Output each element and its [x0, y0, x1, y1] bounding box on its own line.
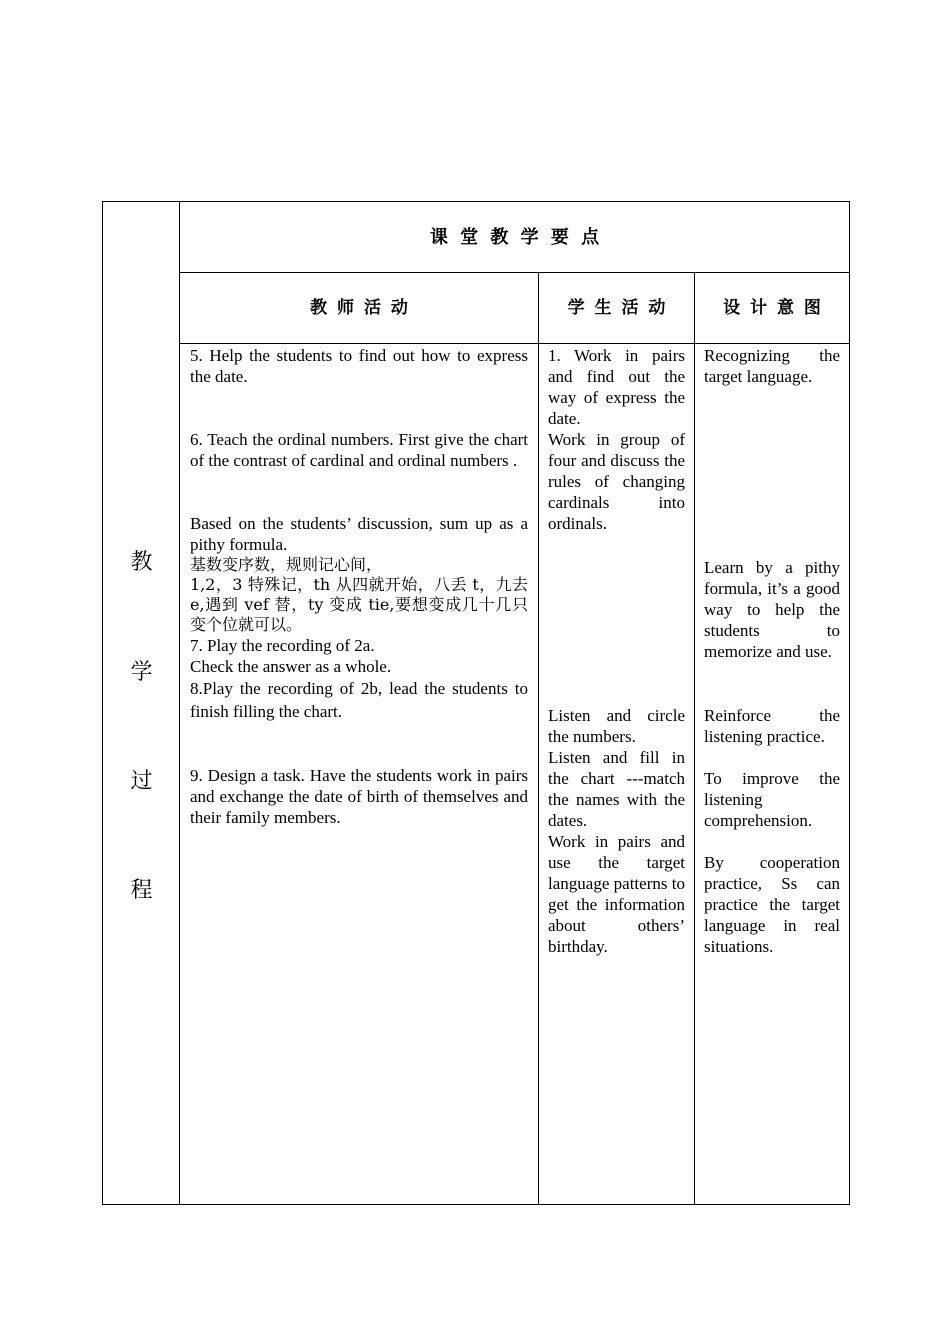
student-activities	[548, 345, 685, 534]
col-header-student-text: 学 生 活 动	[567, 297, 666, 318]
teacher-formula-line2: 1,2，3 特殊记，th 从四就开始，八丢 t，九去 e,遇到 vef 替，ty 变成 tie,要想变成几十几只变个位就可以。	[190, 575, 528, 634]
teacher-step-8: 8.Play the recording of 2b, lead the students to finish filling the chart.	[190, 679, 528, 721]
teacher-formula-intro: Based on the students’ discussion, sum up as a pithy formula.	[190, 514, 528, 554]
teacher-formula-line1: 基数变序数，规则记心间，	[190, 555, 383, 574]
student-activity-2: Work in group of four and discuss the rules of changing cardinals into ordinals.	[548, 430, 685, 533]
side-label	[103, 202, 180, 1204]
col-header-design-text: 设 计 意 图	[723, 297, 821, 318]
teacher-step-6: 6. Teach the ordinal numbers. First give the chart of the contrast of cardinal and ordinal numbers .	[190, 430, 528, 470]
student-activities-listening	[548, 705, 685, 957]
design-intent-listening	[704, 705, 840, 957]
lesson-plan-table	[102, 201, 850, 1205]
divider-col-headers	[180, 343, 849, 344]
side-label-char: 程	[130, 878, 153, 903]
side-label-char: 学	[130, 660, 153, 685]
divider-teacher-student	[538, 272, 539, 1204]
teacher-activities	[190, 345, 528, 828]
student-activity-1: 1. Work in pairs and find out the way of express the date.	[548, 346, 685, 428]
col-header-teacher-text: 教 师 活 动	[310, 297, 408, 318]
design-intent-5: By cooperation practice, Ss can practice the target language in real situations.	[704, 853, 840, 956]
teacher-step-7-check: Check the answer as a whole.	[190, 657, 392, 676]
teacher-step-7: 7. Play the recording of 2a.	[190, 636, 375, 655]
divider-student-design	[694, 272, 695, 1204]
design-intent-3: Reinforce the listening practice.	[704, 706, 840, 746]
student-activity-4: Listen and fill in the chart ---match the names with the dates.	[548, 748, 685, 830]
student-activity-3: Listen and circle the numbers.	[548, 706, 685, 746]
design-intent-1: Recognizing the target language.	[704, 346, 840, 386]
teacher-step-5: 5. Help the students to find out how to express the date.	[190, 346, 528, 386]
side-label-char: 过	[130, 769, 153, 794]
student-activity-5: Work in pairs and use the target language patterns to get the information about others’ birthday.	[548, 832, 685, 956]
design-intent-4: To improve the listening comprehension.	[704, 769, 840, 830]
side-label-char: 教	[130, 550, 153, 575]
table-title	[180, 202, 849, 272]
table-title-text: 课 堂 教 学 要 点	[429, 226, 600, 248]
design-intent-2: Learn by a pithy formula, it’s a good way to help the students to memorize and use.	[704, 558, 840, 661]
col-header-design	[695, 273, 849, 343]
design-intent	[704, 345, 840, 387]
design-intent-formula	[704, 557, 840, 662]
col-header-student	[539, 273, 694, 343]
col-header-teacher	[180, 273, 538, 343]
teacher-step-9: 9. Design a task. Have the students work in pairs and exchange the date of birth of themselves and their family members.	[190, 766, 528, 827]
